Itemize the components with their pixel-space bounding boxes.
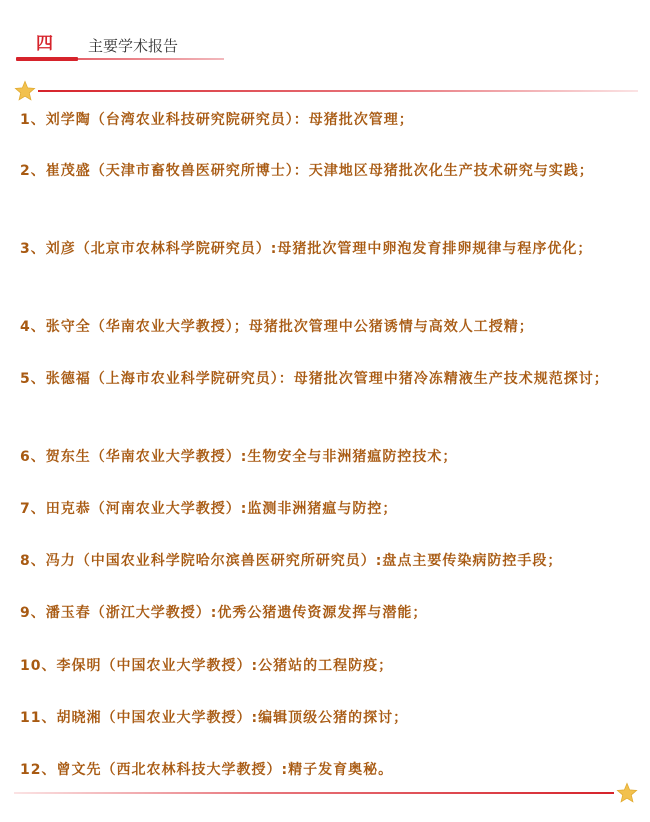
report-item-12: 12、曾文先（西北农林科技大学教授）:精子发育奥秘。 <box>20 762 394 778</box>
report-item-3: 3、刘彦（北京市农林科学院研究员）:母猪批次管理中卵泡发育排卵规律与程序优化； <box>20 241 593 257</box>
section-header <box>0 0 650 70</box>
header-accent-bar <box>16 57 78 61</box>
top-divider <box>38 90 638 92</box>
report-item-11: 11、胡晓湘（中国农业大学教授）:编辑顶级公猪的探讨； <box>20 710 409 726</box>
section-title: 主要学术报告 <box>88 37 179 55</box>
report-item-1: 1、刘学陶（台湾农业科技研究院研究员）：母猪批次管理； <box>20 112 414 128</box>
star-icon <box>14 80 36 102</box>
report-item-10: 10、李保明（中国农业大学教授）:公猪站的工程防疫； <box>20 658 394 674</box>
report-item-5: 5、张德福（上海市农业科学院研究员）：母猪批次管理中猪冷冻精液生产技术规范探讨； <box>20 371 609 387</box>
report-item-8: 8、冯力（中国农业科学院哈尔滨兽医研究所研究员）:盘点主要传染病防控手段； <box>20 553 563 569</box>
header-underline <box>78 58 224 60</box>
report-item-6: 6、贺东生（华南农业大学教授）:生物安全与非洲猪瘟防控技术； <box>20 449 458 465</box>
report-item-2: 2、崔茂盛（天津市畜牧兽医研究所博士）：天津地区母猪批次化生产技术研究与实践； <box>20 163 594 179</box>
report-item-7: 7、田克恭（河南农业大学教授）:监测非洲猪瘟与防控； <box>20 501 398 517</box>
star-icon <box>616 782 638 804</box>
report-item-4: 4、张守全（华南农业大学教授）；母猪批次管理中公猪诱情与高效人工授精； <box>20 319 534 335</box>
bottom-divider <box>14 792 614 794</box>
report-item-9: 9、潘玉春（浙江大学教授）:优秀公猪遗传资源发挥与潜能； <box>20 605 428 621</box>
section-number: 四 <box>36 34 53 54</box>
